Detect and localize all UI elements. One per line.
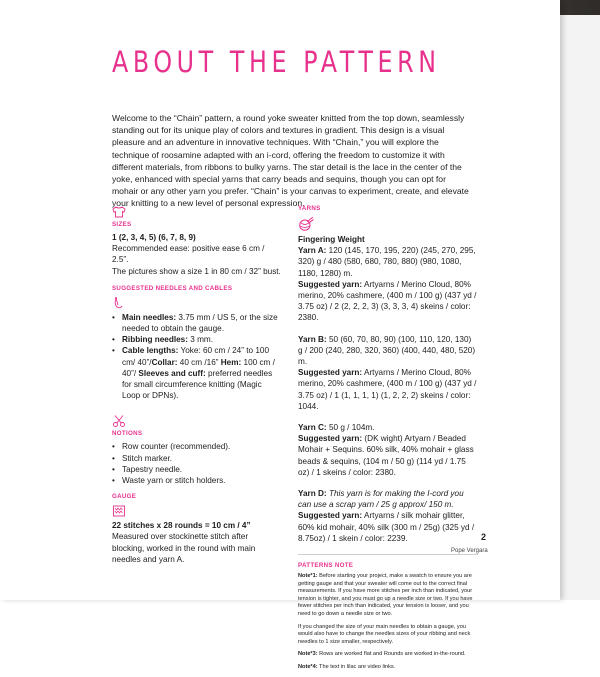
left-column <box>112 205 282 565</box>
notions-list <box>112 441 282 486</box>
list-item: • Main needles: 3.75 mm / US 5, or the size needed to obtain the gauge. <box>112 312 282 334</box>
sizes-label: SIZES <box>112 221 132 228</box>
right-column <box>298 205 478 677</box>
yarns-label: YARNS <box>298 205 321 212</box>
yarn-ball-icon <box>298 216 314 232</box>
yarn-d-block: Yarn D: This yarn is for making the I-cord you can use a scrap yarn / 25 g approx/ 150 m. Suggested yarn: Artyarns / silk mohair glitter, 60% kid mohair, 40% silk (300 m / 25g) (325 yd / 8.75oz) / 1 skein / color: 2239. <box>298 489 475 543</box>
list-item: • Tapestry needle. <box>112 464 282 475</box>
sizes-pictures: The pictures show a size 1 in 80 cm / 32” bust. <box>112 266 281 276</box>
author-name: Pope Vergara <box>451 548 488 554</box>
scissors-icon <box>112 414 126 428</box>
needles-list <box>112 312 282 402</box>
gauge-label: GAUGE <box>112 493 137 501</box>
sizes-values: 1 (2, 3, 4, 5) (6, 7, 8, 9) <box>112 233 196 242</box>
swatch-icon <box>112 504 126 518</box>
adjacent-page-edge <box>560 15 600 600</box>
list-item: • Stitch marker. <box>112 453 282 464</box>
gauge-section <box>112 493 282 565</box>
notions-section <box>112 414 282 486</box>
list-item: • Row counter (recommended). <box>112 441 282 452</box>
needles-label: SUGGESTED NEEDLES AND CABLES <box>112 284 233 292</box>
notions-label: NOTIONS <box>112 430 143 438</box>
needles-icon <box>112 296 126 310</box>
gauge-headline: 22 stitches x 28 rounds = 10 cm / 4” <box>112 521 251 531</box>
yarn-b-block: Yarn B: 50 (60, 70, 80, 90) (100, 110, 120, 130) g / 200 (240, 280, 320, 360) (400, 440, 480, 520) m. Suggested yarn: Artyarns / Merino Cloud, 80% merino, 20% cashmere, (400 m / 100 g) (437 yd / 3.75 oz) / 1 (1, 1, 1, 1) (1, 2, 2, 2) skeins / color: 1044. <box>298 334 477 411</box>
intro-paragraph: Welcome to the “Chain” pattern, a round yoke sweater knitted from the top down, seamlessly standing out for its unique play of colors and textures in gradient. This design is a visual pleasure and an adventure in innovative techniques. With “Chain,” you will explore the technique of roosamine adapted with an i-cord, offering the freedom to customize it with different materials, from ribbons to bulky yarns. The star detail is the lace in the center of the yoke, enhanced with special yarns that carry beads and sequins, though you can opt for mohair or any other yarn you prefer. “Chain” is your canvas to experiment, create, and elevate your knitting to a new level of personal expression. <box>112 113 469 209</box>
page-title: ABOUT THE PATTERN <box>112 45 441 79</box>
sweater-icon <box>112 205 126 219</box>
list-item: • Cable lengths: Yoke: 60 cm / 24” to 100 cm/ 40”/Collar: 40 cm /16” Hem: 100 cm / 40”/ Sleeves and cuff: preferred needles for small circumference knitting (Magic Loop or DPNs). <box>112 345 282 401</box>
needles-section <box>112 285 282 402</box>
gauge-text: Measured over stockinette stitch after blocking, worked in the round with main needles and yarn A. <box>112 532 256 564</box>
sizes-section <box>112 205 282 277</box>
patterns-note-section: PATTERNS NOTE Note*1: Before starting your project, make a swatch to ensure you are getting gauge and that your sweater will come out to the correct final measurements. If you have more stitches per inch than indicated, your tension is tighter, and you must go up a needle size or two. If you have fewer stitches per inch than indicated, your tension is looser, and you need to go down a needle size or two. If you changed the size of your main needles to obtain a gauge, you would also have to change the needles sizes of your ribbing and neck needles to 1 size smaller, respectively. Note*3: Rows are worked flat and Rounds are worked in-the-round. Note*4: The text in lilac are video links. <box>298 554 478 672</box>
list-item: • Waste yarn or stitch holders. <box>112 475 282 486</box>
list-item: • Ribbing needles: 3 mm. <box>112 334 282 345</box>
patterns-note-label: PATTERNS NOTE <box>298 562 354 570</box>
yarn-a-block: Yarn A: 120 (145, 170, 195, 220) (245, 270, 295, 320) g / 480 (580, 680, 780, 880) (980, 1080, 1180, 1280) m. Suggested yarn: Artyarns / Merino Cloud, 80% merino, 20% cashmere, (400 m / 100 g) (437 yd / 3.75 oz) / 2 (2, 2, 2, 3) (3, 3, 3, 4) skeins / color: 2380. <box>298 246 477 323</box>
yarn-weight: Fingering Weight <box>298 235 365 244</box>
page-number: 2 <box>481 532 487 542</box>
yarn-c-block: Yarn C: 50 g / 104m. Suggested yarn: (DK wight) Artyarn / Beaded Mohair + Sequins. 60% silk, 40% mohair + glass beads & sequins, (104 m / 50 g) (114 yd / 1.75 oz) / 1 skeins / color: 2380. <box>298 423 474 477</box>
sizes-ease: Recommended ease: positive ease 6 cm / 2.5”. <box>112 244 265 265</box>
